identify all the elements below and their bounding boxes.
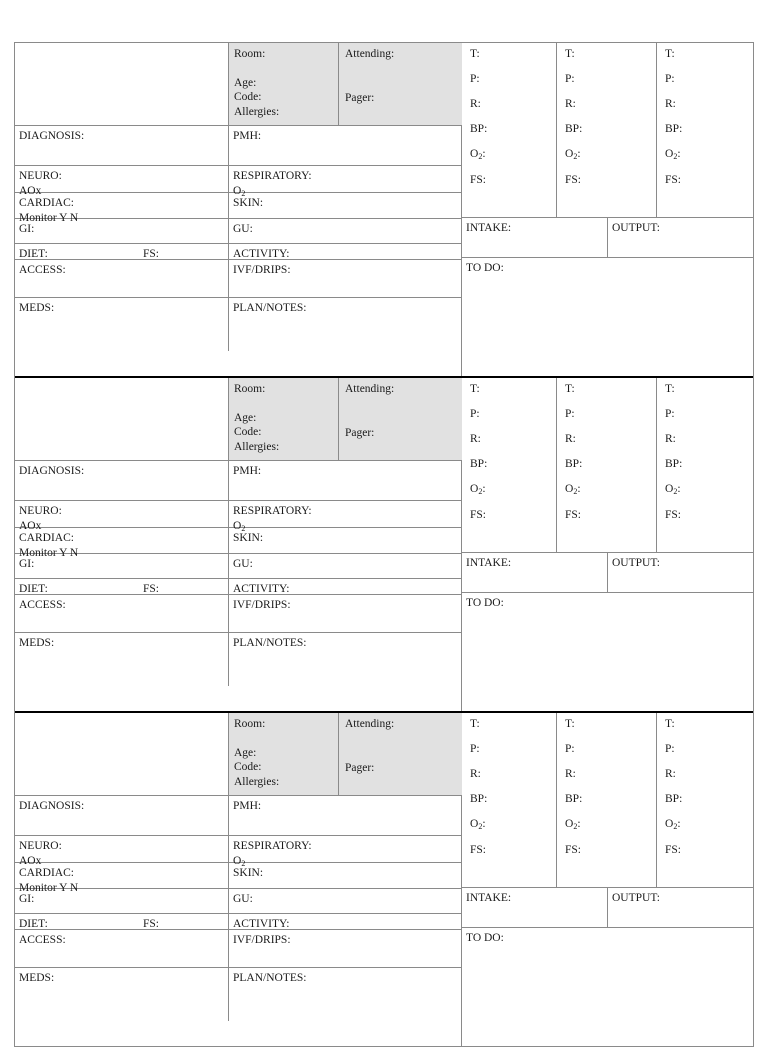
fingerstick-label: FS:: [565, 509, 581, 521]
neuro-respiratory-row: [15, 166, 461, 198]
fingerstick-label: FS:: [665, 509, 681, 521]
cardiac-cell[interactable]: [15, 863, 229, 894]
patient-chart-side: [15, 713, 462, 1046]
pulse-label: P:: [565, 73, 575, 85]
pmh-cell[interactable]: [229, 461, 462, 500]
blood-pressure-label: BP:: [565, 123, 583, 135]
neuro-respiratory-row: [15, 836, 461, 868]
room-info-cell[interactable]: [229, 378, 339, 460]
patient-block: [15, 378, 753, 713]
respirations-label: R:: [665, 768, 676, 780]
plan-notes-cell[interactable]: [229, 633, 462, 686]
oxygen-label: $O_2$:: [565, 483, 581, 496]
attending-info-cell[interactable]: [339, 378, 462, 460]
intake-output-row: [462, 218, 753, 258]
room-label: Room:: [234, 48, 266, 60]
vitals-row: [462, 43, 753, 218]
todo-label: TO DO:: [466, 262, 504, 274]
age-label: Age:: [234, 411, 257, 424]
cardiac-label: CARDIAC:: [19, 197, 74, 209]
todo-label: TO DO:: [466, 597, 504, 609]
patient-vitals-side: [462, 713, 753, 1046]
diet-label: DIET:: [19, 583, 48, 595]
fingerstick-label: FS:: [665, 844, 681, 856]
neuro-cell[interactable]: [15, 836, 229, 867]
oxygen-label: $O_2$:: [665, 148, 681, 161]
diagnosis-label: DIAGNOSIS:: [19, 800, 85, 812]
meds-cell[interactable]: [15, 633, 229, 686]
attending-label: Attending:: [345, 718, 395, 730]
plan-notes-cell[interactable]: [229, 968, 462, 1021]
fingerstick-label: FS:: [565, 174, 581, 186]
todo-cell[interactable]: [462, 593, 753, 711]
access-cell[interactable]: [15, 260, 229, 297]
respirations-label: R:: [565, 433, 576, 445]
ivf-drips-cell[interactable]: [229, 260, 462, 297]
cardiac-monitor-label[interactable]: Monitor Y N: [19, 546, 79, 559]
blood-pressure-label: BP:: [470, 123, 488, 135]
access-cell[interactable]: [15, 930, 229, 967]
temperature-label: T:: [665, 48, 675, 60]
attending-spacer: [345, 62, 456, 91]
cardiac-skin-row: [15, 193, 461, 224]
respiratory-cell[interactable]: [229, 166, 462, 198]
meds-plan-row: [15, 968, 461, 1021]
fingerstick-label: FS:: [143, 918, 159, 930]
respiratory-label: RESPIRATORY:: [233, 840, 312, 852]
fingerstick-label: FS:: [665, 174, 681, 186]
cardiac-monitor-label[interactable]: Monitor Y N: [19, 881, 79, 894]
access-label: ACCESS:: [19, 264, 66, 276]
diet-cell[interactable]: [15, 244, 229, 259]
gi-label: GI:: [19, 893, 35, 905]
gu-cell[interactable]: [229, 554, 462, 578]
respirations-label: R:: [565, 98, 576, 110]
diagnosis-row: [15, 126, 461, 166]
output-cell[interactable]: [608, 888, 753, 927]
room-label: Room:: [234, 718, 266, 730]
allergies-label: Allergies:: [234, 440, 280, 453]
patient-block: [15, 43, 753, 378]
diagnosis-cell[interactable]: [15, 126, 229, 165]
respirations-label: R:: [470, 768, 481, 780]
rounding-sheet: [14, 42, 754, 1047]
activity-label: ACTIVITY:: [233, 918, 290, 930]
pmh-label: PMH:: [233, 130, 262, 142]
room-info-cell[interactable]: [229, 713, 339, 795]
blood-pressure-label: BP:: [565, 793, 583, 805]
pulse-label: P:: [565, 408, 575, 420]
intake-label: INTAKE:: [466, 222, 512, 234]
fingerstick-label: FS:: [470, 844, 486, 856]
intake-cell[interactable]: [462, 888, 608, 927]
respirations-label: R:: [470, 433, 481, 445]
gu-cell[interactable]: [229, 219, 462, 243]
ivf-drips-label: IVF/DRIPS:: [233, 264, 291, 276]
patient-header-row: [15, 378, 461, 461]
respiratory-label: RESPIRATORY:: [233, 505, 312, 517]
access-ivf-row: [15, 595, 461, 633]
fingerstick-label: FS:: [470, 509, 486, 521]
oxygen-label: $O_2$:: [470, 818, 486, 831]
access-label: ACCESS:: [19, 599, 66, 611]
fingerstick-label: FS:: [470, 174, 486, 186]
intake-label: INTAKE:: [466, 892, 512, 904]
pmh-cell[interactable]: [229, 796, 462, 835]
diet-activity-row: [15, 914, 461, 930]
activity-label: ACTIVITY:: [233, 248, 290, 260]
respiratory-o2-label: $O_2$: [233, 519, 246, 533]
diagnosis-row: [15, 461, 461, 501]
activity-cell[interactable]: [229, 914, 462, 929]
intake-cell[interactable]: [462, 553, 608, 592]
gi-gu-row: [15, 554, 461, 579]
gu-label: GU:: [233, 558, 253, 570]
output-cell[interactable]: [608, 553, 753, 592]
vitals-column-3[interactable]: [657, 43, 753, 217]
skin-label: SKIN:: [233, 197, 264, 209]
gi-label: GI:: [19, 558, 35, 570]
blood-pressure-label: BP:: [665, 458, 683, 470]
patient-header-row: [15, 43, 461, 126]
pulse-label: P:: [470, 743, 480, 755]
output-label: OUTPUT:: [612, 557, 660, 569]
patient-block: [15, 713, 753, 1047]
neuro-aox-label: AOx: [19, 519, 42, 532]
plan-notes-cell[interactable]: [229, 298, 462, 351]
pulse-label: P:: [470, 73, 480, 85]
code-label: Code:: [234, 761, 262, 773]
pmh-label: PMH:: [233, 465, 262, 477]
neuro-aox-label: AOx: [19, 854, 42, 867]
temperature-label: T:: [665, 383, 675, 395]
temperature-label: T:: [565, 718, 575, 730]
vitals-column-3[interactable]: [657, 378, 753, 552]
allergies-label: Allergies:: [234, 105, 280, 118]
plan-notes-label: PLAN/NOTES:: [233, 972, 307, 984]
temperature-label: T:: [470, 48, 480, 60]
allergies-label: Allergies:: [234, 775, 280, 788]
vitals-column-2[interactable]: [557, 378, 657, 552]
temperature-label: T:: [470, 383, 480, 395]
temperature-label: T:: [665, 718, 675, 730]
pmh-cell[interactable]: [229, 126, 462, 165]
vitals-row: [462, 713, 753, 888]
blood-pressure-label: BP:: [470, 458, 488, 470]
intake-label: INTAKE:: [466, 557, 512, 569]
ivf-drips-cell[interactable]: [229, 930, 462, 967]
patient-chart-side: [15, 43, 462, 376]
vitals-column-2[interactable]: [557, 713, 657, 887]
respirations-label: R:: [470, 98, 481, 110]
output-label: OUTPUT:: [612, 892, 660, 904]
access-ivf-row: [15, 260, 461, 298]
diagnosis-label: DIAGNOSIS:: [19, 130, 85, 142]
respirations-label: R:: [665, 98, 676, 110]
oxygen-label: $O_2$:: [470, 483, 486, 496]
meds-label: MEDS:: [19, 637, 55, 649]
neuro-cell[interactable]: [15, 501, 229, 532]
fingerstick-label: FS:: [565, 844, 581, 856]
respiratory-cell[interactable]: [229, 501, 462, 533]
skin-cell[interactable]: [229, 528, 462, 553]
patient-vitals-side: [462, 43, 753, 376]
respiratory-cell[interactable]: [229, 836, 462, 868]
cardiac-label: CARDIAC:: [19, 867, 74, 879]
diagnosis-label: DIAGNOSIS:: [19, 465, 85, 477]
cardiac-cell[interactable]: [15, 528, 229, 559]
gi-cell[interactable]: [15, 889, 229, 913]
cardiac-skin-row: [15, 863, 461, 894]
diagnosis-row: [15, 796, 461, 836]
vitals-column-1[interactable]: [462, 378, 557, 552]
patient-name-field[interactable]: [15, 713, 229, 795]
respiratory-label: RESPIRATORY:: [233, 170, 312, 182]
diet-label: DIET:: [19, 918, 48, 930]
age-label: Age:: [234, 76, 257, 89]
ivf-drips-cell[interactable]: [229, 595, 462, 632]
pmh-label: PMH:: [233, 800, 262, 812]
meds-plan-row: [15, 633, 461, 686]
attending-spacer: [345, 397, 456, 426]
cardiac-label: CARDIAC:: [19, 532, 74, 544]
temperature-label: T:: [470, 718, 480, 730]
access-ivf-row: [15, 930, 461, 968]
activity-cell[interactable]: [229, 579, 462, 594]
attending-spacer: [345, 732, 456, 761]
vitals-column-3[interactable]: [657, 713, 753, 887]
skin-cell[interactable]: [229, 193, 462, 218]
output-cell[interactable]: [608, 218, 753, 257]
gu-label: GU:: [233, 893, 253, 905]
meds-label: MEDS:: [19, 302, 55, 314]
patient-header-row: [15, 713, 461, 796]
cardiac-skin-row: [15, 528, 461, 559]
pager-label: Pager:: [345, 91, 375, 104]
gi-cell[interactable]: [15, 554, 229, 578]
pulse-label: P:: [565, 743, 575, 755]
ivf-drips-label: IVF/DRIPS:: [233, 934, 291, 946]
skin-label: SKIN:: [233, 532, 264, 544]
diet-cell[interactable]: [15, 579, 229, 594]
access-label: ACCESS:: [19, 934, 66, 946]
activity-cell[interactable]: [229, 244, 462, 259]
neuro-label: NEURO:: [19, 840, 62, 852]
neuro-respiratory-row: [15, 501, 461, 533]
respirations-label: R:: [665, 433, 676, 445]
blood-pressure-label: BP:: [470, 793, 488, 805]
room-spacer: [234, 62, 333, 76]
room-spacer: [234, 397, 333, 411]
pager-label: Pager:: [345, 761, 375, 774]
patient-chart-side: [15, 378, 462, 711]
plan-notes-label: PLAN/NOTES:: [233, 637, 307, 649]
plan-notes-label: PLAN/NOTES:: [233, 302, 307, 314]
room-spacer: [234, 732, 333, 746]
output-label: OUTPUT:: [612, 222, 660, 234]
attending-label: Attending:: [345, 383, 395, 395]
oxygen-label: $O_2$:: [470, 148, 486, 161]
intake-cell[interactable]: [462, 218, 608, 257]
vitals-column-2[interactable]: [557, 43, 657, 217]
todo-cell[interactable]: [462, 258, 753, 376]
vitals-column-1[interactable]: [462, 43, 557, 217]
code-label: Code:: [234, 91, 262, 103]
diagnosis-cell[interactable]: [15, 461, 229, 500]
gu-cell[interactable]: [229, 889, 462, 913]
neuro-label: NEURO:: [19, 505, 62, 517]
oxygen-label: $O_2$:: [565, 148, 581, 161]
diet-cell[interactable]: [15, 914, 229, 929]
pulse-label: P:: [665, 743, 675, 755]
pulse-label: P:: [470, 408, 480, 420]
gi-gu-row: [15, 889, 461, 914]
gi-cell[interactable]: [15, 219, 229, 243]
meds-label: MEDS:: [19, 972, 55, 984]
access-cell[interactable]: [15, 595, 229, 632]
neuro-aox-label: AOx: [19, 184, 42, 197]
ivf-drips-label: IVF/DRIPS:: [233, 599, 291, 611]
todo-label: TO DO:: [466, 932, 504, 944]
diet-activity-row: [15, 579, 461, 595]
skin-cell[interactable]: [229, 863, 462, 888]
cardiac-cell[interactable]: [15, 193, 229, 224]
pulse-label: P:: [665, 73, 675, 85]
oxygen-label: $O_2$:: [665, 818, 681, 831]
todo-cell[interactable]: [462, 928, 753, 1046]
diet-label: DIET:: [19, 248, 48, 260]
attending-info-cell[interactable]: [339, 713, 462, 795]
attending-label: Attending:: [345, 48, 395, 60]
cardiac-monitor-label[interactable]: Monitor Y N: [19, 211, 79, 224]
patient-vitals-side: [462, 378, 753, 711]
pulse-label: P:: [665, 408, 675, 420]
respirations-label: R:: [565, 768, 576, 780]
fingerstick-label: FS:: [143, 248, 159, 260]
oxygen-label: $O_2$:: [565, 818, 581, 831]
gu-label: GU:: [233, 223, 253, 235]
gi-label: GI:: [19, 223, 35, 235]
age-label: Age:: [234, 746, 257, 759]
code-label: Code:: [234, 426, 262, 438]
pager-label: Pager:: [345, 426, 375, 439]
temperature-label: T:: [565, 48, 575, 60]
blood-pressure-label: BP:: [665, 793, 683, 805]
blood-pressure-label: BP:: [665, 123, 683, 135]
vitals-column-1[interactable]: [462, 713, 557, 887]
blood-pressure-label: BP:: [565, 458, 583, 470]
room-info-cell[interactable]: [229, 43, 339, 125]
room-label: Room:: [234, 383, 266, 395]
patient-name-field[interactable]: [15, 378, 229, 460]
meds-cell[interactable]: [15, 298, 229, 351]
oxygen-label: $O_2$:: [665, 483, 681, 496]
neuro-label: NEURO:: [19, 170, 62, 182]
respiratory-o2-label: $O_2$: [233, 854, 246, 868]
temperature-label: T:: [565, 383, 575, 395]
attending-info-cell[interactable]: [339, 43, 462, 125]
skin-label: SKIN:: [233, 867, 264, 879]
meds-cell[interactable]: [15, 968, 229, 1021]
respiratory-o2-label: $O_2$: [233, 184, 246, 198]
fingerstick-label: FS:: [143, 583, 159, 595]
patient-name-field[interactable]: [15, 43, 229, 125]
intake-output-row: [462, 888, 753, 928]
vitals-row: [462, 378, 753, 553]
meds-plan-row: [15, 298, 461, 351]
gi-gu-row: [15, 219, 461, 244]
activity-label: ACTIVITY:: [233, 583, 290, 595]
neuro-cell[interactable]: [15, 166, 229, 197]
intake-output-row: [462, 553, 753, 593]
diet-activity-row: [15, 244, 461, 260]
diagnosis-cell[interactable]: [15, 796, 229, 835]
